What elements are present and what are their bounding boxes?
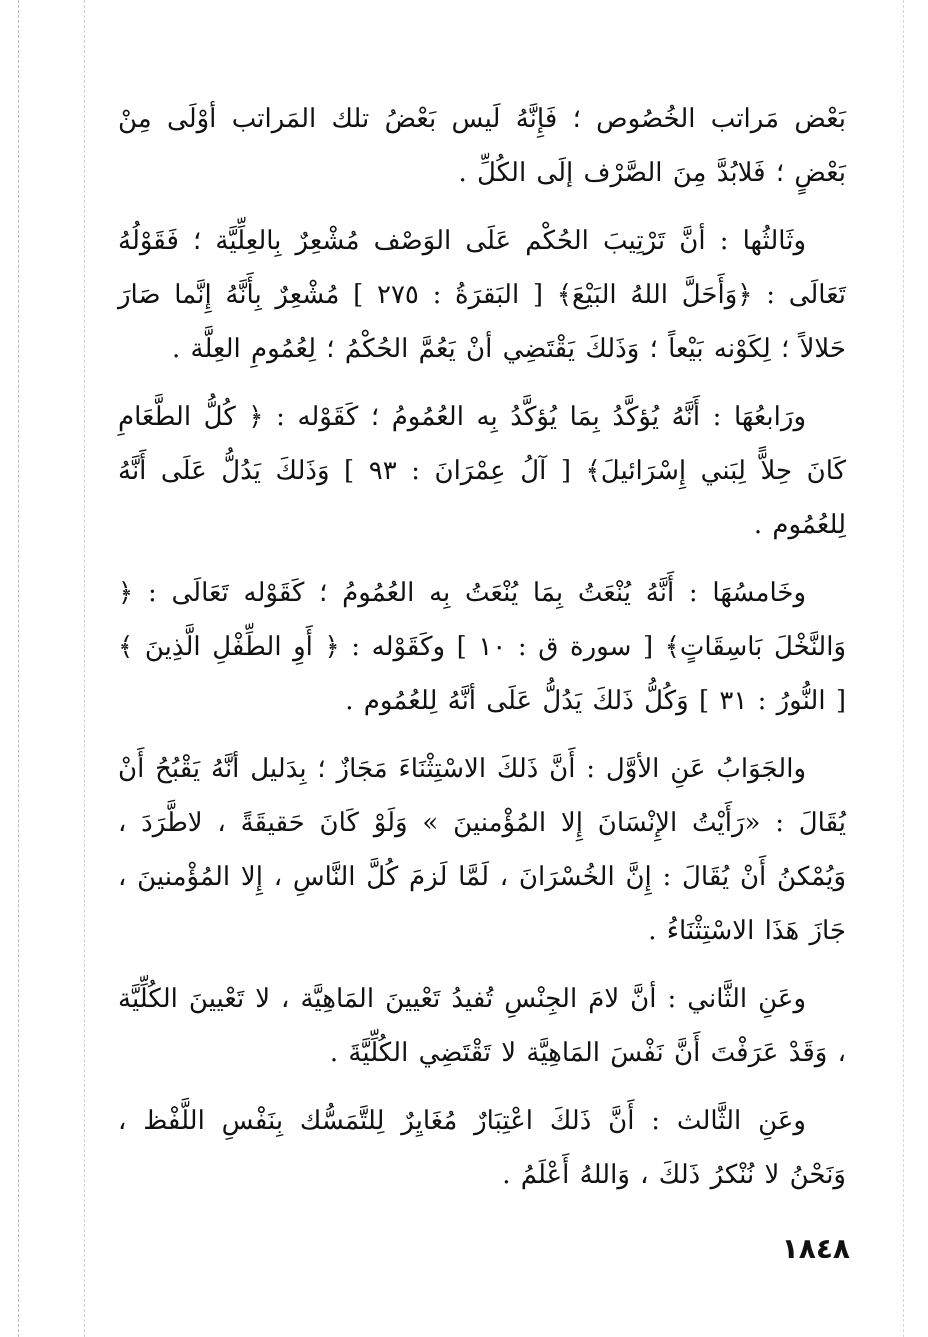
body-text [118, 92, 846, 1216]
page-number: ١٨٤٨ [781, 1232, 850, 1265]
paragraph-continuation: بَعْض مَراتب الخُصُوص ؛ فَإِنَّهُ لَيس بَعْضُ تلك المَراتب أوْلَى مِنْ بَعْضٍ ؛ فَلابُدَّ مِنَ الصَّرْف إلَى الكُلِّ . [118, 104, 846, 188]
paragraph-answer-third: وعَنِ الثَّالث : أَنَّ ذَلكَ اعْتِبَارٌ مُغَايِرٌ لِلتَّمَسُّك بِنَفْسِ اللَّفْظ ، وَنَحْنُ لا نُنْكرُ ذَلكَ ، وَاللهُ أَعْلَمُ . [118, 1106, 846, 1190]
margin-guide-line [84, 0, 85, 1337]
paragraph-answer-second: وعَنِ الثَّاني : أنَّ لامَ الجِنْسِ تُفيدُ تَعْيينَ المَاهِيَّة ، لا تَعْيينَ الكُلِّيَّة ، وَقَدْ عَرَفْتَ أَنَّ نَفْسَ المَاهِيَّة لا تَقْتَضِي الكُلِّيَّةَ . [118, 984, 846, 1068]
paragraph-third-argument: وثَالثُها : أنَّ تَرْتِيبَ الحُكْم عَلَى الوَصْف مُشْعِرٌ بِالعِلِّيَّة ؛ فَقَوْلُهُ تَعَالَى : ﴿وَأَحَلَّ اللهُ البَيْعَ﴾ [ البَقرَةُ : ٢٧٥ ] مُشْعِرٌ بِأَنَّهُ إِنَّما صَارَ حَلالاً ؛ لِكَوْنه بَيْعاً ؛ وَذَلكَ يَقْتَضِي أنْ يَعُمَّ الحُكْمُ ؛ لِعُمُومِ العِلَّة . [118, 226, 846, 364]
paragraph-answer-first: والجَوَابُ عَنِ الأوَّل : أَنَّ ذَلكَ الاسْتِثْنَاءَ مَجَازٌ ؛ بِدَليل أنَّهُ يَقْبُحُ أَنْ يُقَالَ : «رَأَيْتُ الإِنْسَانَ إِلا المُؤْمنينَ » وَلَوْ كَانَ حَقيقَةً ، لاطَّرَدَ ، وَيُمْكنُ أَنْ يُقَالَ : إِنَّ الخُسْرَانَ ، لَمَّا لَزمَ كُلَّ النَّاسِ ، إِلا المُؤْمنينَ ، جَازَ هَذَا الاسْتِثْنَاءُ . [118, 754, 846, 946]
paragraph-fourth-argument: ورَابعُهَا : أَنَّهُ يُؤكَّدُ بِمَا يُؤكَّدُ بِه العُمُومُ ؛ كَقَوْله : ﴿ كُلُّ الطَّعَامِ كَانَ حِلاًّ لِبَني إِسْرَائيلَ﴾ [ آلُ عِمْرَانَ : ٩٣ ] وَذَلكَ يَدُلُّ عَلَى أَنَّهُ لِلعُمُوم . [118, 402, 846, 540]
paragraph-fifth-argument: وخَامسُهَا : أَنَّهُ يُنْعَتُ بِمَا يُنْعَتُ بِه العُمُومُ ؛ كَقَوْله تَعَالَى : ﴿ وَالنَّخْلَ بَاسِقَاتٍ﴾ [ سورة ق : ١٠ ] وكَقَوْله : ﴿ أَوِ الطِّفْلِ الَّذِينَ ﴾ [ النُّورُ : ٣١ ] وَكُلُّ ذَلكَ يَدُلُّ عَلَى أنَّهُ لِلعُمُوم . [118, 578, 846, 716]
margin-guide-line [18, 0, 19, 1337]
margin-guide-line [903, 0, 904, 1337]
